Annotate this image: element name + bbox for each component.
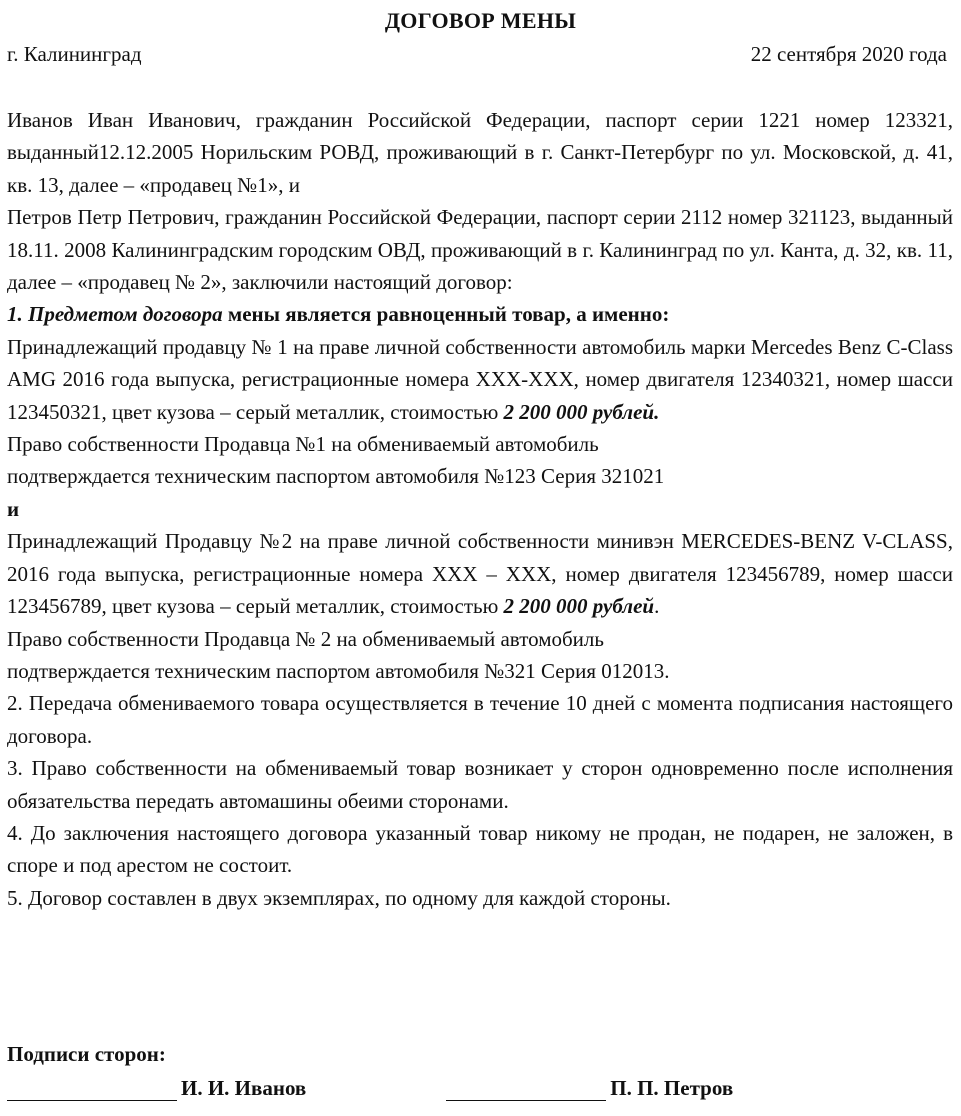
signatures-row [7,1076,953,1101]
item2-price-end: . [654,594,660,619]
item1-price: 2 200 000 рублей. [503,399,660,424]
item2-price: 2 200 000 рублей [503,594,655,619]
document-title: ДОГОВОР МЕНЫ [384,8,577,33]
signature-party1 [7,1076,306,1101]
clause-5: 5. Договор составлен в двух экземплярах, по одному для каждой стороны. [7,885,671,910]
signature-line [446,1078,606,1101]
item2-right-line1: Право собственности Продавца № 2 на обмениваемый автомобиль [7,626,604,651]
clause-1-number: 1. [7,302,23,327]
clause-1 [7,298,953,330]
signatures-title: Подписи сторон: [7,1042,166,1066]
clause-2: 2. Передача обмениваемого товара осуществляется в течение 10 дней с момента подписания настоящего договора. [7,691,953,748]
clause-3: 3. Право собственности на обмениваемый товар возникает у сторон одновременно после исполнения обязательства передать автомашины обеими сторонами. [7,756,953,813]
signature-party1-name: И. И. Иванов [181,1076,307,1100]
clause-1-rest: мены является равноценный товар, а именно: [222,302,670,327]
and-separator: и [7,496,20,521]
item2-right-line2: подтверждается техническим паспортом автомобиля №321 Серия 012013. [7,658,670,683]
clause-4: 4. До заключения настоящего договора указанный товар никому не продан, не подарен, не заложен, в споре и под арестом не состоит. [7,820,953,878]
date: 22 сентября 2020 года [750,42,947,66]
signature-line [7,1078,177,1101]
city: г. Калининград [7,42,142,66]
item1-right-line1: Право собственности Продавца №1 на обмениваемый автомобиль [7,432,599,457]
party1-paragraph: Иванов Иван Иванович, гражданин Российской Федерации, паспорт серии 1221 номер 123321, выданный12.12.2005 Норильским РОВД, проживающий в г. Санкт-Петербург по ул. Московской, д. 41, кв. 13, далее – «продавец №1», и [7,108,953,197]
clause-1-lead: Предметом договора [28,302,223,327]
signature-party2-name: П. П. Петров [610,1076,734,1100]
item2-text: Принадлежащий Продавцу №2 на праве личной собственности минивэн MERCEDES-BENZ V-CLASS, 2016 года выпуска, регистрационные номера XXX – XXX, номер двигателя 123456789, номер шасси 123456789, цвет кузова – серый металлик, стоимостью [7,529,953,619]
item1-text: Принадлежащий продавцу № 1 на праве личной собственности автомобиль марки Mercedes Benz C-Class AMG 2016 года выпуска, регистрационные номера XXX-XXX, номер двигателя 12340321, номер шасси 123450321, цвет кузова – серый металлик, стоимостью [7,334,953,424]
place-date-row [7,42,947,67]
party2-paragraph: Петров Петр Петрович, гражданин Российской Федерации, паспорт серии 2112 номер 321123, выданный 18.11. 2008 Калининградским городским ОВД, проживающий в г. Калининград по ул. Канта, д. 32, кв. 11, далее – «продавец № 2», заключили настоящий договор: [7,205,953,295]
contract-body [7,104,953,914]
item1-paragraph [7,331,953,428]
item2-paragraph [7,525,953,622]
signature-party2 [446,1076,733,1101]
item1-right-line2: подтверждается техническим паспортом автомобиля №123 Серия 321021 [7,464,665,489]
